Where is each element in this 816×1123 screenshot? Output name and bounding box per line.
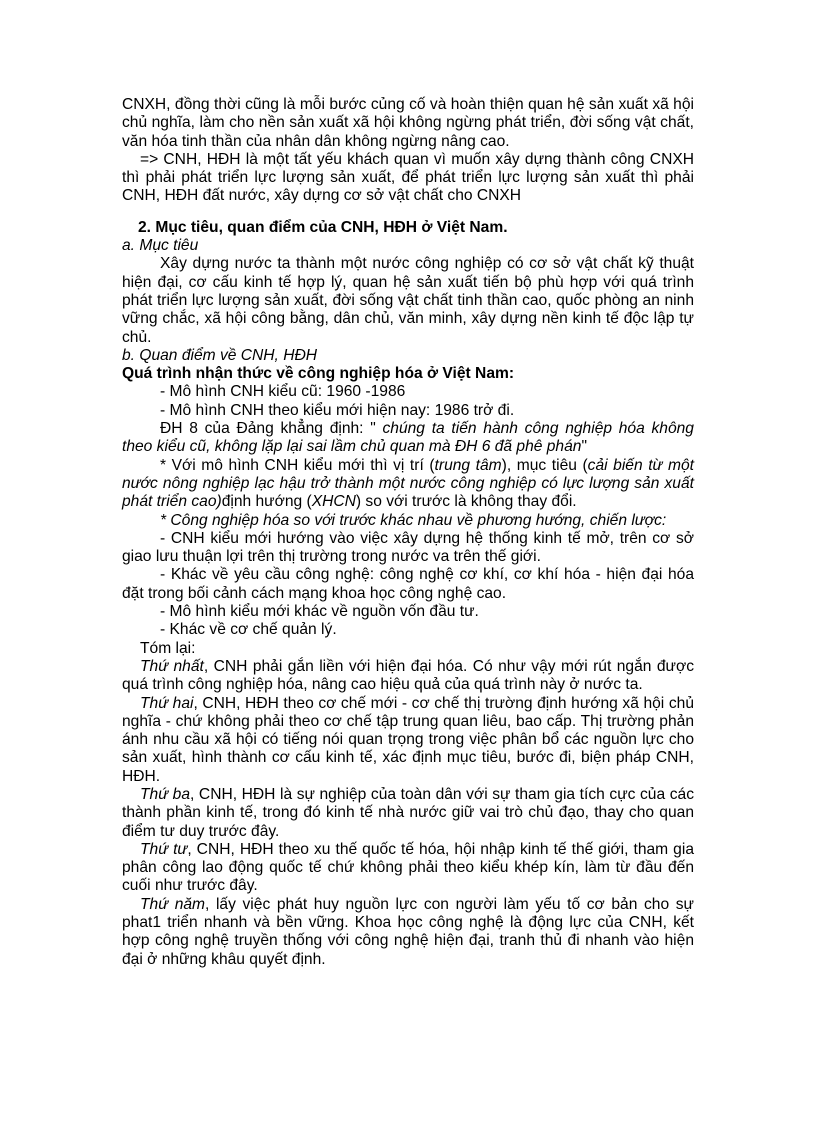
text-run: trung tâm — [434, 456, 502, 474]
point-lead: Thứ năm — [140, 895, 206, 913]
list-item: - Mô hình CNH theo kiểu mới hiện nay: 1986 trở đi. — [160, 401, 515, 419]
list-item: - Mô hình kiểu mới khác về nguồn vốn đầu tư. — [160, 603, 479, 621]
intro-paragraph: CNXH, đồng thời cũng là mỗi bước củng cố và hoàn thiện quan hệ sản xuất xã hội chủ nghĩa, làm cho nền sản xuất xã hội không ngừng phát triển, đời sống vật chất, văn hóa tinh thần của nhân dân không ngừng nâng cao. — [122, 96, 694, 150]
congress-quote: chúng ta tiến hành công nghiệp hóa không theo kiểu cũ, không lặp lại sai lầm chủ quan mà ĐH 6 đã phê phán — [122, 420, 694, 456]
point-text: , CNH phải gắn liền với hiện đại hóa. Có như vậy mới rút ngắn được quá trình công nghiệp hóa, nâng cao hiệu quả của quá trình này ở nước ta. — [122, 657, 694, 694]
document-page — [122, 96, 694, 969]
conclusion-paragraph: => CNH, HĐH là một tất yếu khách quan vì muốn xây dựng thành công CNXH thì phải phát triển lực lượng sản xuất, để phát triển lực lượng sản xuất thì phải CNH, HĐH đất nước, xây dựng cơ sở vật chất cho CNXH — [122, 150, 694, 205]
point-text: , CNH, HĐH là sự nghiệp của toàn dân với sự tham gia tích cực của các thành phần kinh tế, trong đó kinh tế nhà nước giữ vai trò chủ đạo, thay cho quan điểm tư duy trước đây. — [122, 785, 694, 840]
point-text: , lấy việc phát huy nguồn lực con người làm yếu tố cơ bản cho sự phat1 triển nhanh và bền vững. Khoa học công nghệ là động lực của CNH, kết hợp công nghệ truyền thống với công nghệ hiện đại, tranh thủ đi nhanh vào hiện đại ở những khâu quyết định. — [122, 895, 694, 968]
point-lead: Thứ ba — [140, 785, 191, 803]
congress-paragraph — [122, 420, 694, 457]
point-second — [122, 695, 694, 786]
point-text: , CNH, HĐH theo xu thế quốc tế hóa, hội nhập kinh tế thế giới, tham gia phân công lao động quốc tế chứ không phải theo kiểu khép kín, làm từ đầu đến cuối như trước đây. — [122, 840, 694, 895]
list-item: - Khác về yêu cầu công nghệ: công nghệ cơ khí, cơ khí hóa - hiện đại hóa đặt trong bối cảnh cách mạng khoa học công nghệ cao. — [122, 566, 694, 602]
point-lead: Thứ tư — [140, 840, 188, 858]
congress-end: " — [581, 438, 587, 456]
text-run: định hướng ( — [221, 493, 312, 511]
point-fifth — [122, 896, 694, 969]
objectives-paragraph: Xây dựng nước ta thành một nước công nghiệp có cơ sở vật chất kỹ thuật hiện đại, cơ cấu kinh tế hợp lý, quan hệ sản xuất tiến bộ phù hợp với quá trình phát triển lực lượng sản xuất, đời sống vật chất tinh thần cao, quốc phòng an ninh vững chắc, xã hội công bằng, dân chủ, văn minh, xây dựng nền kinh tế độc lập tự chủ. — [122, 255, 694, 346]
point-lead: Thứ hai — [140, 694, 194, 712]
summary-label: Tóm lại: — [140, 639, 196, 657]
strategy-paragraph: * Công nghiệp hóa so với trước khác nhau về phương hướng, chiến lược: — [160, 511, 667, 529]
spacer — [122, 206, 694, 219]
text-run: * Với mô hình CNH kiểu mới thì vị trí ( — [160, 456, 435, 474]
list-item: - Mô hình CNH kiểu cũ: 1960 -1986 — [160, 383, 406, 401]
point-fourth — [122, 841, 694, 896]
congress-lead: ĐH 8 của Đảng khẳng định: " — [160, 420, 376, 438]
subsection-a-heading: a. Mục tiêu — [122, 237, 199, 255]
list-item: - CNH kiểu mới hướng vào việc xây dựng hệ thống kinh tế mở, trên cơ sở giao lưu thuận lợi trên thị trường trong nước va trên thế giới. — [122, 529, 694, 566]
point-third — [122, 786, 694, 841]
awareness-heading: Quá trình nhận thức về công nghiệp hóa ở Việt Nam: — [122, 365, 515, 383]
point-text: , CNH, HĐH theo cơ chế mới - cơ chế thị trường định hướng xã hội chủ nghĩa - chứ không phải theo cơ chế tập trung quan liêu, bao cấp. Thị trường phản ánh nhu cầu xã hội có tiếng nói quan trọng trong việc phân bổ các nguồn lực cho sản xuất, hình thành cơ cấu kinh tế, xác định mục tiêu, bước đi, biện pháp CNH, HĐH. — [122, 694, 694, 785]
list-item: - Khác về cơ chế quản lý. — [160, 621, 337, 639]
text-run: ), mục tiêu ( — [501, 456, 588, 474]
section-heading: 2. Mục tiêu, quan điểm của CNH, HĐH ở Việt Nam. — [138, 218, 508, 236]
text-run: ) so với trước là không thay đổi. — [355, 493, 577, 511]
point-lead: Thứ nhất — [140, 657, 204, 675]
point-first — [122, 658, 694, 695]
subsection-b-heading: b. Quan điểm về CNH, HĐH — [122, 346, 317, 364]
new-model-paragraph — [122, 457, 694, 512]
text-run: cải biến từ một nước nông nghiệp lạc hậu trở thành một nước công nghiệp có lực lượng sản xuất phát triển cao) — [122, 456, 694, 511]
text-run: XHCN — [311, 493, 356, 511]
